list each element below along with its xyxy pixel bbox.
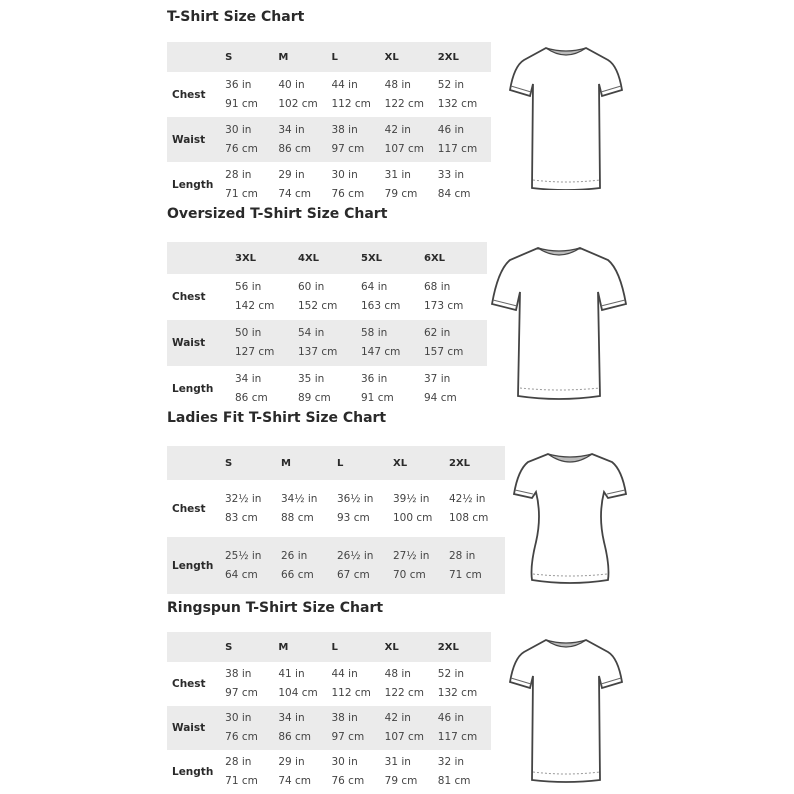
inches-value: 29 in xyxy=(278,756,305,768)
cm-value: 163 cm xyxy=(361,300,401,312)
cm-value: 91 cm xyxy=(361,392,394,404)
inches-value: 26½ in xyxy=(337,549,374,562)
cm-value: 93 cm xyxy=(337,511,370,524)
cm-value: 142 cm xyxy=(235,300,275,312)
measurement-cell xyxy=(385,162,438,207)
measurement-cell xyxy=(281,480,337,537)
cm-value: 97 cm xyxy=(331,142,365,155)
cm-value: 107 cm xyxy=(384,142,425,155)
inches-value: 28 in xyxy=(225,168,252,181)
inches-value: 34½ in xyxy=(281,492,318,505)
inches-value: 38 in xyxy=(225,668,252,680)
table-row xyxy=(167,662,491,706)
table-row xyxy=(167,320,487,366)
measurement-cell xyxy=(331,750,384,794)
measurement-cell xyxy=(337,537,393,594)
header-row xyxy=(167,446,505,480)
table-row xyxy=(167,706,491,750)
header-corner xyxy=(167,446,225,480)
measurement-cell xyxy=(449,537,505,594)
inches-value: 68 in xyxy=(424,281,451,293)
cm-value: 74 cm xyxy=(278,187,312,200)
inches-value: 36 in xyxy=(361,373,388,385)
cm-value: 97 cm xyxy=(225,687,258,699)
measurement-cell xyxy=(385,662,438,706)
size-table xyxy=(167,242,487,412)
cm-value: 107 cm xyxy=(384,731,425,743)
inches-value: 29 in xyxy=(278,168,305,181)
row-label: Chest xyxy=(172,88,206,101)
cm-value: 117 cm xyxy=(437,731,478,743)
measurement-cell xyxy=(331,72,384,117)
table-row xyxy=(167,72,491,117)
size-header: 2XL xyxy=(438,42,491,72)
cm-value: 76 cm xyxy=(331,187,365,200)
cm-value: 71 cm xyxy=(225,775,258,787)
size-header: S xyxy=(225,632,278,662)
table-row xyxy=(167,117,491,162)
inches-value: 48 in xyxy=(384,78,411,91)
cm-value: 117 cm xyxy=(437,142,478,155)
inches-value: 39½ in xyxy=(393,492,430,505)
measurement-cell xyxy=(278,162,331,207)
section-title: T-Shirt Size Chart xyxy=(167,9,305,25)
measurement-cell xyxy=(393,537,449,594)
measurement-cell xyxy=(361,274,424,320)
inches-value: 44 in xyxy=(331,668,358,680)
measurement-cell xyxy=(424,320,487,366)
measurement-cell xyxy=(225,662,278,706)
cm-value: 100 cm xyxy=(393,511,433,524)
size-header: XL xyxy=(393,446,449,480)
measurement-cell xyxy=(278,706,331,750)
cm-value: 112 cm xyxy=(331,97,371,110)
measurement-cell xyxy=(298,320,361,366)
size-header: 6XL xyxy=(424,242,487,274)
size-header: 2XL xyxy=(449,446,505,480)
inches-value: 30 in xyxy=(331,756,358,768)
size-header: M xyxy=(278,42,331,72)
header-row xyxy=(167,632,491,662)
inches-value: 42 in xyxy=(384,712,411,724)
cm-value: 97 cm xyxy=(331,731,365,743)
inches-value: 50 in xyxy=(235,327,262,339)
size-table xyxy=(167,446,505,594)
inches-value: 40 in xyxy=(278,78,305,91)
inches-value: 36 in xyxy=(225,78,252,91)
cm-value: 88 cm xyxy=(281,511,314,524)
inches-value: 27½ in xyxy=(393,549,430,562)
cm-value: 83 cm xyxy=(225,511,258,524)
measurement-cell xyxy=(278,750,331,794)
size-table xyxy=(167,632,491,794)
cm-value: 157 cm xyxy=(424,346,464,358)
inches-value: 33 in xyxy=(437,168,465,181)
inches-value: 25½ in xyxy=(225,549,262,562)
cm-value: 86 cm xyxy=(235,392,268,404)
row-label: Chest xyxy=(172,291,206,303)
measurement-cell xyxy=(235,366,298,412)
cm-value: 102 cm xyxy=(278,97,318,110)
inches-value: 32½ in xyxy=(225,492,262,505)
cm-value: 91 cm xyxy=(225,97,258,110)
cm-value: 67 cm xyxy=(337,568,370,581)
measurement-cell xyxy=(438,117,491,162)
measurement-cell xyxy=(331,706,384,750)
measurement-cell xyxy=(438,162,491,207)
inches-value: 28 in xyxy=(225,756,252,768)
cm-value: 79 cm xyxy=(384,187,418,200)
inches-value: 46 in xyxy=(437,123,465,136)
cm-value: 152 cm xyxy=(298,300,338,312)
inches-value: 60 in xyxy=(298,281,325,293)
inches-value: 37 in xyxy=(424,373,451,385)
size-header: S xyxy=(225,42,278,72)
inches-value: 58 in xyxy=(361,327,388,339)
inches-value: 62 in xyxy=(424,327,451,339)
cm-value: 70 cm xyxy=(393,568,426,581)
section-title: Oversized T-Shirt Size Chart xyxy=(167,206,388,222)
size-header: L xyxy=(331,42,384,72)
cm-value: 64 cm xyxy=(225,568,258,581)
inches-value: 34 in xyxy=(278,123,305,136)
cm-value: 94 cm xyxy=(424,392,457,404)
cm-value: 66 cm xyxy=(281,568,314,581)
cm-value: 108 cm xyxy=(449,511,489,524)
row-label: Waist xyxy=(167,320,235,366)
header-corner xyxy=(167,42,225,72)
inches-value: 30 in xyxy=(225,712,252,724)
inches-value: 46 in xyxy=(437,712,465,724)
size-header: 5XL xyxy=(361,242,424,274)
size-header: L xyxy=(337,446,393,480)
cm-value: 71 cm xyxy=(225,187,258,200)
cm-value: 71 cm xyxy=(449,568,482,581)
cm-value: 104 cm xyxy=(278,687,318,699)
size-header: L xyxy=(331,632,384,662)
header-corner xyxy=(167,632,225,662)
measurement-cell xyxy=(361,320,424,366)
cm-value: 76 cm xyxy=(225,731,258,743)
cm-value: 122 cm xyxy=(384,97,425,110)
inches-value: 44 in xyxy=(331,78,358,91)
tshirt-icon xyxy=(504,632,628,784)
measurement-cell xyxy=(393,480,449,537)
cm-value: 74 cm xyxy=(278,775,312,787)
table-row xyxy=(167,537,505,594)
inches-value: 34 in xyxy=(235,373,262,385)
inches-value: 35 in xyxy=(298,373,325,385)
row-label: Waist xyxy=(167,706,225,750)
inches-value: 64 in xyxy=(361,281,388,293)
inches-value: 54 in xyxy=(298,327,325,339)
measurement-cell xyxy=(225,537,281,594)
table-row xyxy=(167,480,505,537)
row-label: Length xyxy=(167,537,225,594)
oversized-tshirt-icon xyxy=(486,240,632,400)
inches-value: 31 in xyxy=(384,168,411,181)
inches-value: 52 in xyxy=(437,78,465,91)
measurement-cell xyxy=(278,117,331,162)
table-row xyxy=(167,366,487,412)
cm-value: 86 cm xyxy=(278,142,312,155)
tshirt-icon xyxy=(504,40,628,190)
inches-value: 48 in xyxy=(384,668,411,680)
inches-value: 26 in xyxy=(281,549,308,562)
measurement-cell xyxy=(298,274,361,320)
cm-value: 147 cm xyxy=(361,346,401,358)
row-label: Length xyxy=(172,766,214,778)
inches-value: 38 in xyxy=(331,712,358,724)
measurement-cell xyxy=(331,117,384,162)
cm-value: 132 cm xyxy=(437,687,478,699)
inches-value: 30 in xyxy=(331,168,358,181)
cm-value: 127 cm xyxy=(235,346,275,358)
measurement-cell xyxy=(331,162,384,207)
measurement-cell xyxy=(298,366,361,412)
measurement-cell xyxy=(424,366,487,412)
measurement-cell xyxy=(449,480,505,537)
measurement-cell xyxy=(225,117,278,162)
measurement-cell xyxy=(225,162,278,207)
inches-value: 34 in xyxy=(278,712,305,724)
measurement-cell xyxy=(361,366,424,412)
measurement-cell xyxy=(225,480,281,537)
size-header: 2XL xyxy=(438,632,491,662)
size-header: 3XL xyxy=(235,242,298,274)
measurement-cell xyxy=(438,72,491,117)
row-label: Chest xyxy=(172,678,206,690)
inches-value: 32 in xyxy=(437,756,465,768)
row-label: Chest xyxy=(172,502,206,515)
row-label: Length xyxy=(172,178,214,191)
size-header: 4XL xyxy=(298,242,361,274)
inches-value: 41 in xyxy=(278,668,305,680)
table-row xyxy=(167,162,491,207)
size-table xyxy=(167,42,491,207)
cm-value: 122 cm xyxy=(384,687,425,699)
size-header: XL xyxy=(385,42,438,72)
cm-value: 112 cm xyxy=(331,687,371,699)
inches-value: 52 in xyxy=(437,668,465,680)
cm-value: 173 cm xyxy=(424,300,464,312)
size-header: XL xyxy=(385,632,438,662)
measurement-cell xyxy=(385,117,438,162)
cm-value: 79 cm xyxy=(384,775,418,787)
size-header: S xyxy=(225,446,281,480)
header-corner xyxy=(167,242,235,274)
measurement-cell xyxy=(278,72,331,117)
measurement-cell xyxy=(337,480,393,537)
inches-value: 31 in xyxy=(384,756,411,768)
cm-value: 76 cm xyxy=(225,142,258,155)
size-header: M xyxy=(278,632,331,662)
inches-value: 56 in xyxy=(235,281,262,293)
inches-value: 28 in xyxy=(449,549,476,562)
cm-value: 132 cm xyxy=(437,97,478,110)
table-row xyxy=(167,274,487,320)
measurement-cell xyxy=(438,706,491,750)
measurement-cell xyxy=(235,320,298,366)
measurement-cell xyxy=(225,706,278,750)
cm-value: 86 cm xyxy=(278,731,312,743)
header-row xyxy=(167,242,487,274)
inches-value: 42 in xyxy=(384,123,411,136)
row-label: Waist xyxy=(167,117,225,162)
inches-value: 42½ in xyxy=(449,492,486,505)
cm-value: 137 cm xyxy=(298,346,338,358)
inches-value: 38 in xyxy=(331,123,358,136)
measurement-cell xyxy=(281,537,337,594)
measurement-cell xyxy=(424,274,487,320)
cm-value: 81 cm xyxy=(437,775,471,787)
measurement-cell xyxy=(235,274,298,320)
size-header: M xyxy=(281,446,337,480)
section-title: Ringspun T-Shirt Size Chart xyxy=(167,600,384,616)
cm-value: 89 cm xyxy=(298,392,331,404)
measurement-cell xyxy=(225,750,278,794)
measurement-cell xyxy=(385,706,438,750)
ladies-tshirt-icon xyxy=(508,446,632,586)
measurement-cell xyxy=(278,662,331,706)
cm-value: 76 cm xyxy=(331,775,365,787)
measurement-cell xyxy=(385,72,438,117)
table-row xyxy=(167,750,491,794)
header-row xyxy=(167,42,491,72)
row-label: Length xyxy=(172,383,214,395)
section-title: Ladies Fit T-Shirt Size Chart xyxy=(167,410,387,426)
measurement-cell xyxy=(438,750,491,794)
measurement-cell xyxy=(225,72,278,117)
inches-value: 36½ in xyxy=(337,492,374,505)
measurement-cell xyxy=(331,662,384,706)
measurement-cell xyxy=(385,750,438,794)
measurement-cell xyxy=(438,662,491,706)
inches-value: 30 in xyxy=(225,123,252,136)
cm-value: 84 cm xyxy=(437,187,471,200)
